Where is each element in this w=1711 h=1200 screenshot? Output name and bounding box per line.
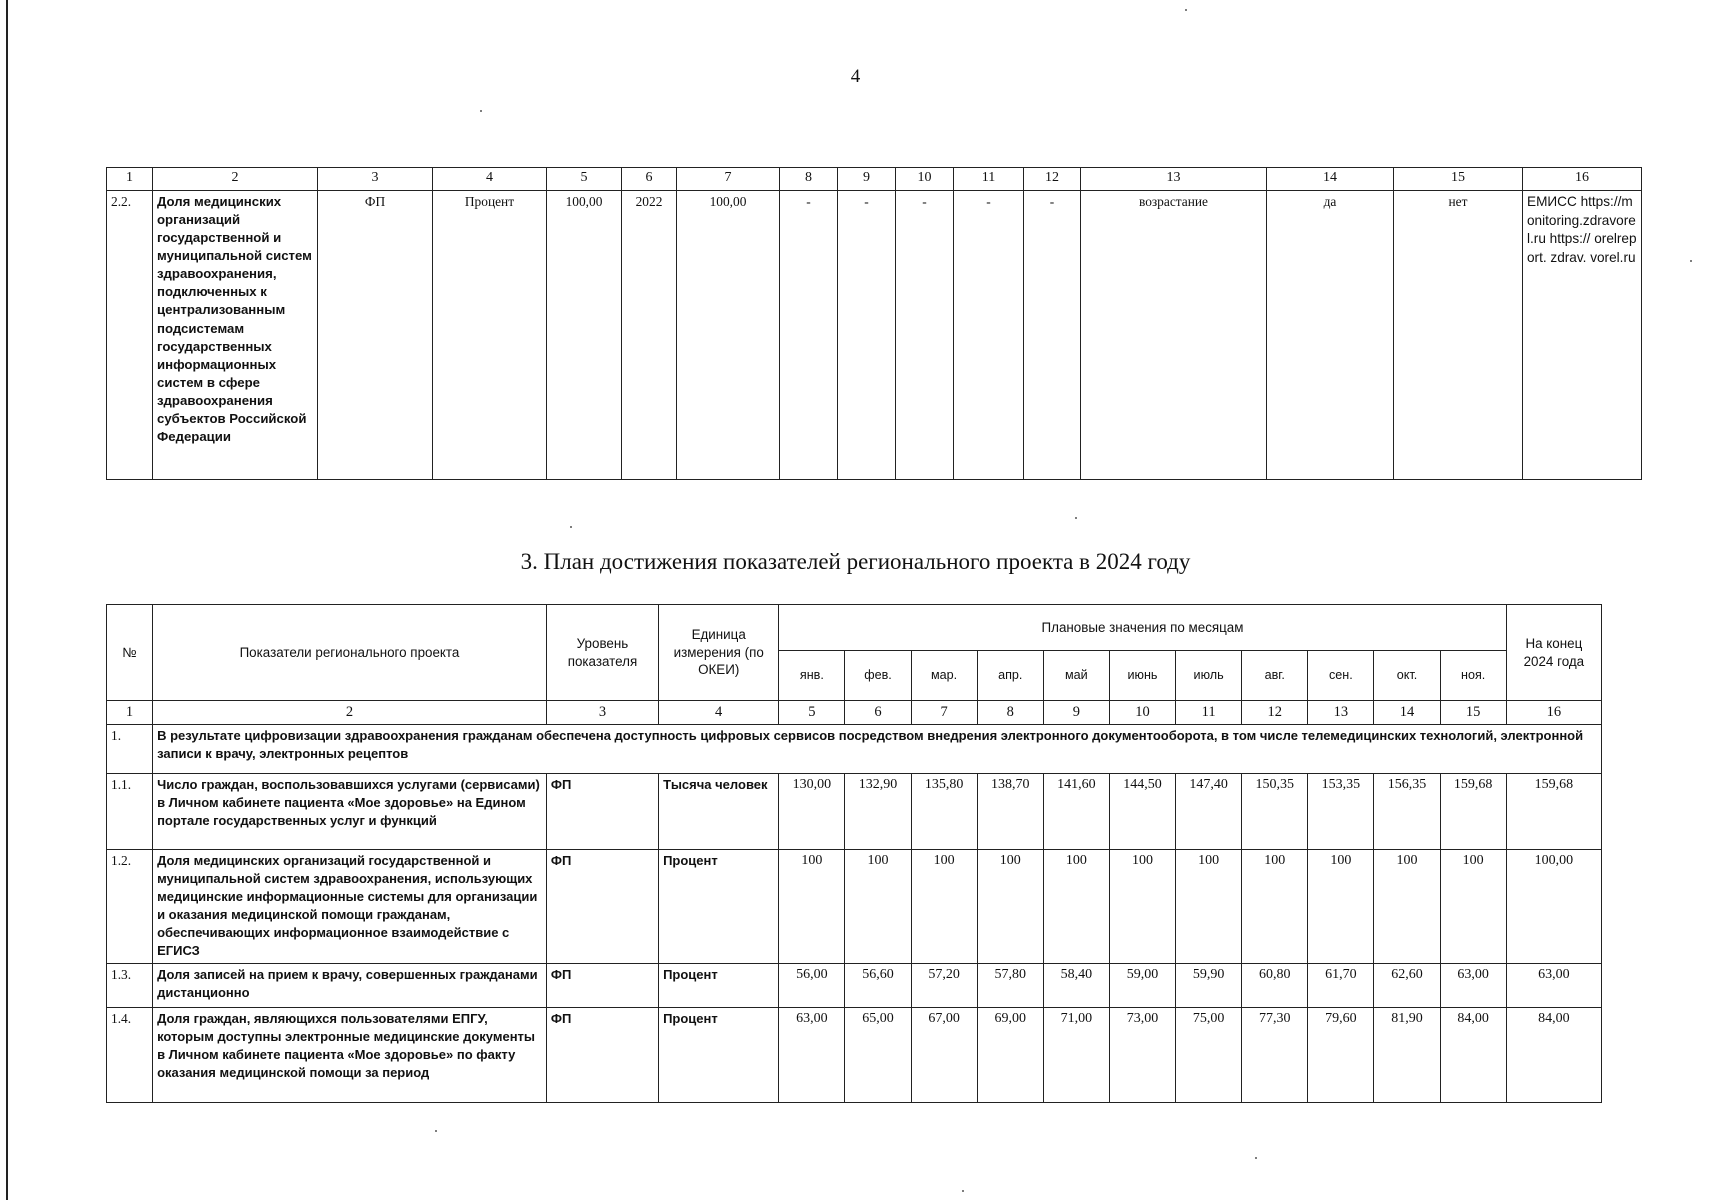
scan-speck <box>480 110 482 112</box>
col-number: 12 <box>1024 168 1081 191</box>
column-number-row <box>107 701 1602 725</box>
month-value: 63,00 <box>779 1008 845 1103</box>
col-number: 1 <box>107 168 153 191</box>
month-value: 132,90 <box>845 774 911 850</box>
indicator-name: Доля граждан, являющихся пользователями ЕПГУ, которым доступны электронные медицинские документы в Личном кабинете пациента «Мое здоровье» по факту оказания медицинской помощи за период <box>153 1008 547 1103</box>
unit: Тысяча человек <box>659 774 779 850</box>
month-header: июль <box>1176 651 1242 701</box>
indicator-name: Доля медицинских организаций государственной и муниципальной систем здравоохранения, использующих медицинские информационные системы для организации и оказания медицинской помощи гражданам, обеспечивающих информационное взаимодействие с ЕГИСЗ <box>153 850 547 964</box>
month-header: сен. <box>1308 651 1374 701</box>
col-number: 11 <box>1176 701 1242 725</box>
end-of-year-value: 63,00 <box>1506 964 1601 1008</box>
col-number: 13 <box>1308 701 1374 725</box>
month-value: 77,30 <box>1242 1008 1308 1103</box>
value-cell: - <box>780 191 838 480</box>
section-row <box>107 725 1602 774</box>
month-value: 62,60 <box>1374 964 1440 1008</box>
indicator-name: Число граждан, воспользовавшихся услугами (сервисами) в Личном кабинете пациента «Мое здоровье» на Едином портале государственных услуг и функций <box>153 774 547 850</box>
header-level: Уровень показателя <box>546 605 658 701</box>
header-unit: Единица измерения (по ОКЕИ) <box>659 605 779 701</box>
unit: Процент <box>659 964 779 1008</box>
month-value: 156,35 <box>1374 774 1440 850</box>
indicators-table-continued <box>106 167 1642 480</box>
value-cell: да <box>1267 191 1394 480</box>
indicator-name: Доля записей на прием к врачу, совершенных гражданами дистанционно <box>153 964 547 1008</box>
header-end-of-year: На конец 2024 года <box>1506 605 1601 701</box>
col-number: 8 <box>977 701 1043 725</box>
col-number: 2 <box>153 701 547 725</box>
col-number: 4 <box>433 168 547 191</box>
month-value: 100 <box>1242 850 1308 964</box>
month-value: 56,60 <box>845 964 911 1008</box>
month-header: апр. <box>977 651 1043 701</box>
scan-speck <box>1075 517 1077 519</box>
month-value: 60,80 <box>1242 964 1308 1008</box>
unit: Процент <box>659 1008 779 1103</box>
col-number: 2 <box>153 168 318 191</box>
col-number: 6 <box>845 701 911 725</box>
month-header: ноя. <box>1440 651 1506 701</box>
month-value: 147,40 <box>1176 774 1242 850</box>
month-header: авг. <box>1242 651 1308 701</box>
base-year: 2022 <box>622 191 677 480</box>
month-header: май <box>1043 651 1109 701</box>
month-value: 100 <box>1109 850 1175 964</box>
month-header: мар. <box>911 651 977 701</box>
end-of-year-value: 159,68 <box>1506 774 1601 850</box>
month-header: янв. <box>779 651 845 701</box>
col-number: 7 <box>677 168 780 191</box>
month-value: 138,70 <box>977 774 1043 850</box>
indicator-level: ФП <box>546 1008 658 1103</box>
month-value: 100 <box>1440 850 1506 964</box>
value-cell: 100,00 <box>677 191 780 480</box>
value-cell: - <box>838 191 896 480</box>
header-row <box>107 605 1602 651</box>
end-of-year-value: 100,00 <box>1506 850 1601 964</box>
col-number: 11 <box>954 168 1024 191</box>
month-value: 100 <box>977 850 1043 964</box>
month-header: окт. <box>1374 651 1440 701</box>
indicator-level: ФП <box>546 964 658 1008</box>
col-number: 10 <box>896 168 954 191</box>
month-value: 135,80 <box>911 774 977 850</box>
col-number: 13 <box>1081 168 1267 191</box>
table-row <box>107 964 1602 1008</box>
month-value: 57,80 <box>977 964 1043 1008</box>
table-row <box>107 850 1602 964</box>
page-number: 4 <box>850 66 861 87</box>
month-value: 150,35 <box>1242 774 1308 850</box>
month-value: 75,00 <box>1176 1008 1242 1103</box>
col-number: 6 <box>622 168 677 191</box>
month-value: 159,68 <box>1440 774 1506 850</box>
row-number: 1.1. <box>107 774 153 850</box>
indicator-level: ФП <box>546 774 658 850</box>
scan-speck <box>1255 1157 1257 1159</box>
month-value: 56,00 <box>779 964 845 1008</box>
col-number: 5 <box>779 701 845 725</box>
value-cell: - <box>954 191 1024 480</box>
col-number: 1 <box>107 701 153 725</box>
col-number: 9 <box>1043 701 1109 725</box>
col-number: 3 <box>318 168 433 191</box>
month-value: 57,20 <box>911 964 977 1008</box>
month-header: июнь <box>1109 651 1175 701</box>
month-value: 100 <box>845 850 911 964</box>
col-number: 9 <box>838 168 896 191</box>
column-number-row <box>107 168 1642 191</box>
value-cell: - <box>896 191 954 480</box>
value-cell: нет <box>1394 191 1523 480</box>
month-value: 100 <box>911 850 977 964</box>
col-number: 4 <box>659 701 779 725</box>
month-value: 100 <box>1308 850 1374 964</box>
month-value: 59,00 <box>1109 964 1175 1008</box>
scan-speck <box>1185 9 1187 11</box>
base-value: 100,00 <box>547 191 622 480</box>
month-value: 73,00 <box>1109 1008 1175 1103</box>
month-value: 100 <box>1176 850 1242 964</box>
data-source-cell: ЕМИСС https://monitoring.zdravorel.ru https:// orelreport. zdrav. vorel.ru <box>1523 191 1642 480</box>
indicator-name: Доля медицинских организаций государственной и муниципальной систем здравоохранения, подключенных к централизованным подсистемам государственных информационных систем в сфере здравоохранения субъектов Российской Федерации <box>153 191 318 480</box>
month-value: 67,00 <box>911 1008 977 1103</box>
section-text: В результате цифровизации здравоохранения гражданам обеспечена доступность цифровых сервисов посредством внедрения электронного документооборота, в том числе телемедицинских технологий, электронной записи к врачу, электронных рецептов <box>153 725 1602 774</box>
value-cell: - <box>1024 191 1081 480</box>
month-value: 100 <box>1043 850 1109 964</box>
section-number: 1. <box>107 725 153 774</box>
scan-speck <box>1690 260 1692 262</box>
row-number: 2.2. <box>107 191 153 480</box>
month-value: 79,60 <box>1308 1008 1374 1103</box>
month-value: 71,00 <box>1043 1008 1109 1103</box>
row-number: 1.2. <box>107 850 153 964</box>
col-number: 14 <box>1267 168 1394 191</box>
col-number: 16 <box>1523 168 1642 191</box>
month-value: 141,60 <box>1043 774 1109 850</box>
month-value: 61,70 <box>1308 964 1374 1008</box>
table-row <box>107 191 1642 480</box>
month-value: 153,35 <box>1308 774 1374 850</box>
trend-cell: возрастание <box>1081 191 1267 480</box>
section-title: 3. План достижения показателей регионального проекта в 2024 году <box>520 549 1191 574</box>
month-value: 144,50 <box>1109 774 1175 850</box>
col-number: 5 <box>547 168 622 191</box>
month-value: 100 <box>1374 850 1440 964</box>
col-number: 10 <box>1109 701 1175 725</box>
col-number: 15 <box>1440 701 1506 725</box>
indicator-level: ФП <box>546 850 658 964</box>
month-value: 81,90 <box>1374 1008 1440 1103</box>
month-value: 65,00 <box>845 1008 911 1103</box>
month-value: 59,90 <box>1176 964 1242 1008</box>
col-number: 15 <box>1394 168 1523 191</box>
scan-speck <box>435 1130 437 1132</box>
col-number: 12 <box>1242 701 1308 725</box>
month-header: фев. <box>845 651 911 701</box>
month-value: 58,40 <box>1043 964 1109 1008</box>
header-indicator: Показатели регионального проекта <box>153 605 547 701</box>
scan-speck <box>570 526 572 528</box>
col-number: 3 <box>546 701 658 725</box>
col-number: 8 <box>780 168 838 191</box>
month-value: 84,00 <box>1440 1008 1506 1103</box>
col-number: 16 <box>1506 701 1601 725</box>
month-value: 130,00 <box>779 774 845 850</box>
month-value: 100 <box>779 850 845 964</box>
table-row <box>107 1008 1602 1103</box>
col-number: 7 <box>911 701 977 725</box>
table-row <box>107 774 1602 850</box>
unit: Процент <box>433 191 547 480</box>
page-edge-line <box>6 0 8 1200</box>
month-value: 63,00 <box>1440 964 1506 1008</box>
month-value: 69,00 <box>977 1008 1043 1103</box>
col-number: 14 <box>1374 701 1440 725</box>
row-number: 1.3. <box>107 964 153 1008</box>
scan-speck <box>962 1190 964 1192</box>
indicator-level: ФП <box>318 191 433 480</box>
header-monthly: Плановые значения по месяцам <box>779 605 1506 651</box>
plan-table <box>106 604 1602 1103</box>
end-of-year-value: 84,00 <box>1506 1008 1601 1103</box>
header-number: № <box>107 605 153 701</box>
unit: Процент <box>659 850 779 964</box>
row-number: 1.4. <box>107 1008 153 1103</box>
